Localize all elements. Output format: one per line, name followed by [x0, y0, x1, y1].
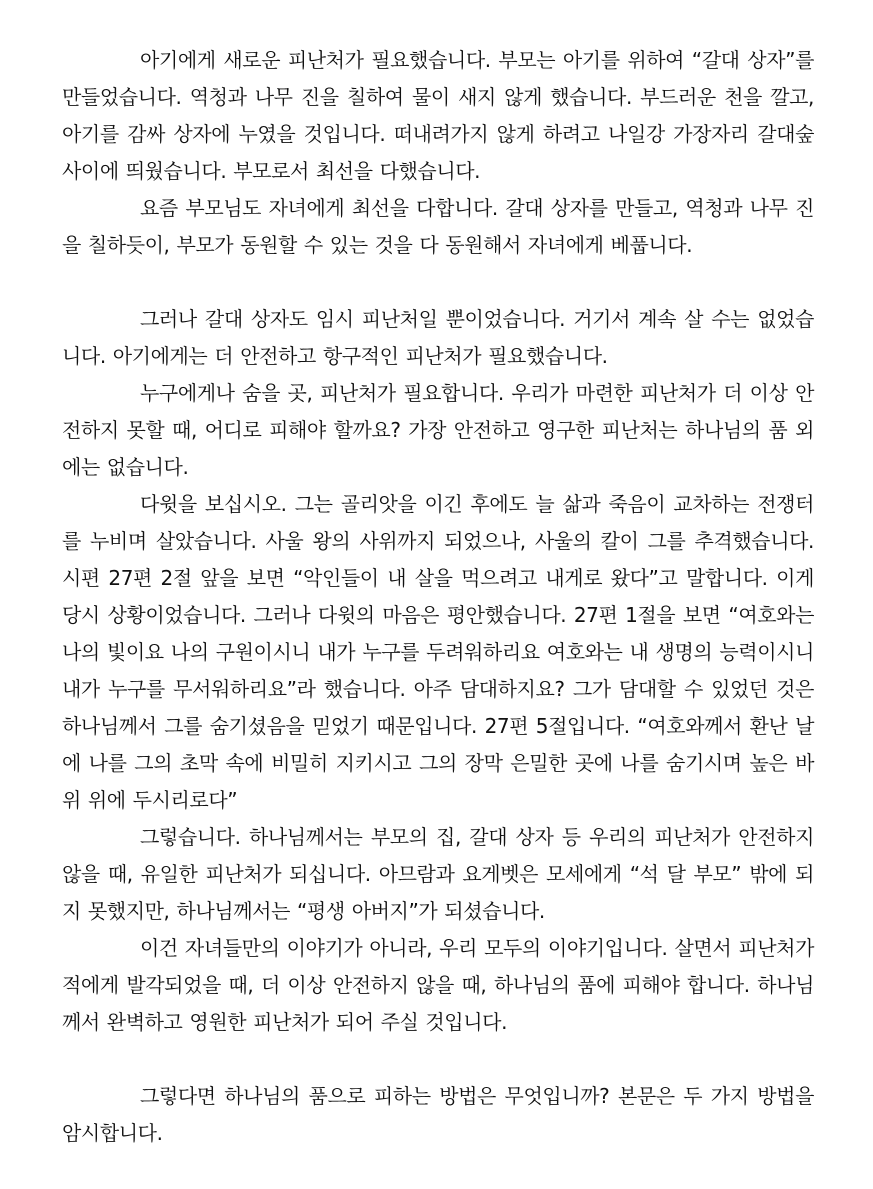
document-page	[62, 42, 814, 1152]
paragraph-gap	[62, 264, 814, 301]
paragraph-david: 다윗을 보십시오. 그는 골리앗을 이긴 후에도 늘 삶과 죽음이 교차하는 전쟁터를 누비며 살았습니다. 사울 왕의 사위까지 되었으나, 사울의 칼이 그를 추격했습니다. 시편 27편 2절 앞을 보면 “악인들이 내 살을 먹으려고 내게로 왔다”고 말합니다. 이게 당시 상황이었습니다. 그러나 다윗의 마음은 평안했습니다. 27편 1절을 보면 “여호와는 나의 빛이요 나의 구원이시니 내가 누구를 두려워하리요 여호와는 내 생명의 능력이시니 내가 누구를 무서워하리요”라 했습니다. 아주 담대하지요? 그가 담대할 수 있었던 것은 하나님께서 그를 숨기셨음을 믿었기 때문입니다. 27편 5절입니다. “여호와께서 환난 날에 나를 그의 초막 속에 비밀히 지키시고 그의 장막 은밀한 곳에 나를 숨기시며 높은 바위 위에 두시리로다”	[62, 492, 814, 812]
paragraph-gap	[62, 1041, 814, 1078]
paragraph-only-refuge: 그렇습니다. 하나님께서는 부모의 집, 갈대 상자 등 우리의 피난처가 안전하지 않을 때, 유일한 피난처가 되십니다. 아므람과 요게벳은 모세에게 “석 달 부모” 밖에 되지 못했지만, 하나님께서는 “평생 아버지”가 되셨습니다.	[62, 825, 814, 923]
paragraph-how-to-flee: 그렇다면 하나님의 품으로 피하는 방법은 무엇입니까? 본문은 두 가지 방법을 암시합니다.	[62, 1084, 814, 1145]
paragraph-parents-best: 요즘 부모님도 자녀에게 최선을 다합니다. 갈대 상자를 만들고, 역청과 나무 진을 칠하듯이, 부모가 동원할 수 있는 것을 다 동원해서 자녀에게 베풉니다.	[62, 196, 814, 257]
paragraph-our-story: 이건 자녀들만의 이야기가 아니라, 우리 모두의 이야기입니다. 살면서 피난처가 적에게 발각되었을 때, 더 이상 안전하지 않을 때, 하나님의 품에 피해야 합니다. 하나님께서 완벽하고 영원한 피난처가 되어 주실 것입니다.	[62, 936, 814, 1034]
paragraph-temporary-refuge: 그러나 갈대 상자도 임시 피난처일 뿐이었습니다. 거기서 계속 살 수는 없었습니다. 아기에게는 더 안전하고 항구적인 피난처가 필요했습니다.	[62, 307, 814, 368]
paragraph-reed-basket: 아기에게 새로운 피난처가 필요했습니다. 부모는 아기를 위하여 “갈대 상자”를 만들었습니다. 역청과 나무 진을 칠하여 물이 새지 않게 했습니다. 부드러운 천을 깔고, 아기를 감싸 상자에 누였을 것입니다. 떠내려가지 않게 하려고 나일강 가장자리 갈대숲 사이에 띄웠습니다. 부모로서 최선을 다했습니다.	[62, 48, 814, 183]
paragraph-need-refuge: 누구에게나 숨을 곳, 피난처가 필요합니다. 우리가 마련한 피난처가 더 이상 안전하지 못할 때, 어디로 피해야 할까요? 가장 안전하고 영구한 피난처는 하나님의 품 외에는 없습니다.	[62, 381, 814, 479]
